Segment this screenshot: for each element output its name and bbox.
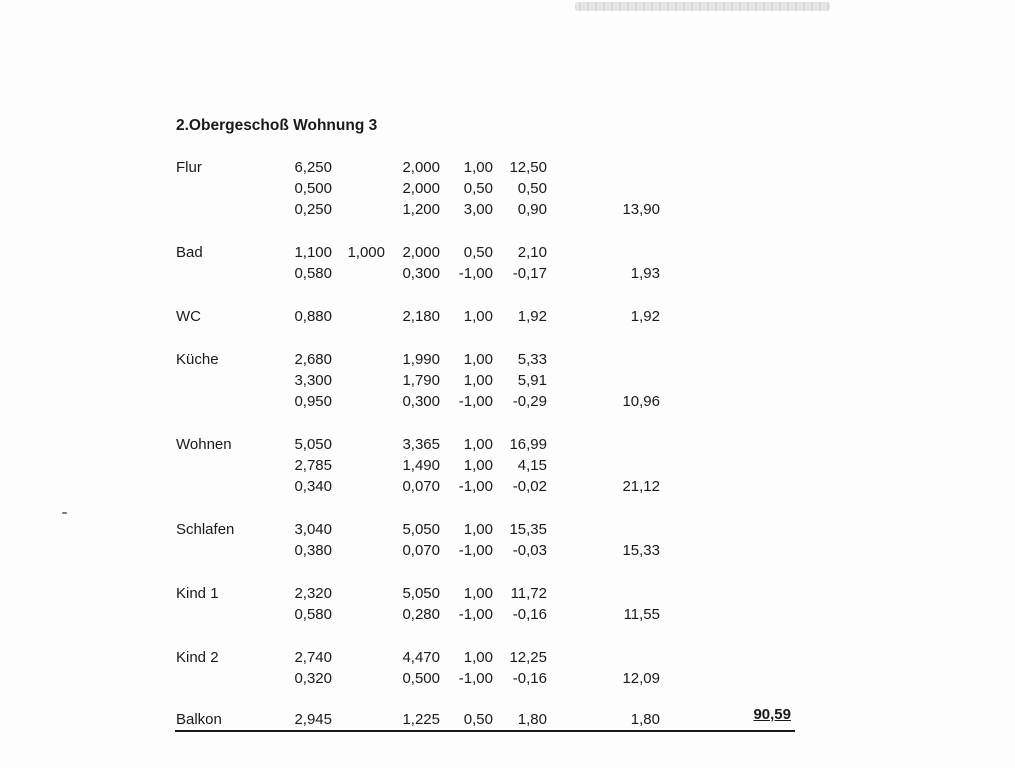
area-value: -0,16 <box>512 606 547 623</box>
factor-value: 1,00 <box>463 436 493 453</box>
room-label: Balkon <box>176 711 222 728</box>
area-value: 5,91 <box>517 372 547 389</box>
room-sum: 10,96 <box>622 393 660 410</box>
area-value: -0,29 <box>512 393 547 410</box>
grand-total: 90,59 <box>753 706 791 723</box>
factor-value: -1,00 <box>458 478 493 495</box>
area-value: 1,92 <box>517 308 547 325</box>
factor-value: 1,00 <box>463 159 493 176</box>
extra-value: 1,000 <box>347 244 385 261</box>
table-row <box>0 456 1015 476</box>
length-value: 0,320 <box>294 670 332 687</box>
width-value: 2,000 <box>402 180 440 197</box>
table-row <box>0 605 1015 625</box>
factor-value: 0,50 <box>463 180 493 197</box>
page-title: 2.Obergeschoß Wohnung 3 <box>176 117 378 134</box>
area-value: 4,15 <box>517 457 547 474</box>
length-value: 6,250 <box>294 159 332 176</box>
table-row <box>0 520 1015 540</box>
width-value: 0,070 <box>402 542 440 559</box>
length-value: 2,320 <box>294 585 332 602</box>
factor-value: 0,50 <box>463 711 493 728</box>
table-row <box>0 648 1015 668</box>
factor-value: 1,00 <box>463 457 493 474</box>
room-sum: 13,90 <box>622 201 660 218</box>
factor-value: 1,00 <box>463 521 493 538</box>
room-sum: 1,93 <box>630 265 660 282</box>
table-row <box>0 371 1015 391</box>
table-row <box>0 477 1015 497</box>
length-value: 2,740 <box>294 649 332 666</box>
factor-value: 1,00 <box>463 649 493 666</box>
length-value: 0,580 <box>294 606 332 623</box>
area-value: 1,80 <box>517 711 547 728</box>
area-value: -0,16 <box>512 670 547 687</box>
room-label: Kind 1 <box>176 585 219 602</box>
factor-value: 1,00 <box>463 372 493 389</box>
width-value: 1,490 <box>402 457 440 474</box>
length-value: 0,380 <box>294 542 332 559</box>
room-sum: 1,80 <box>630 711 660 728</box>
width-value: 4,470 <box>402 649 440 666</box>
width-value: 0,300 <box>402 265 440 282</box>
table-row <box>0 392 1015 412</box>
length-value: 2,785 <box>294 457 332 474</box>
area-value: 12,25 <box>509 649 547 666</box>
table-row <box>0 179 1015 199</box>
width-value: 1,225 <box>402 711 440 728</box>
width-value: 3,365 <box>402 436 440 453</box>
length-value: 1,100 <box>294 244 332 261</box>
width-value: 0,500 <box>402 670 440 687</box>
length-value: 0,500 <box>294 180 332 197</box>
table-row <box>0 158 1015 178</box>
length-value: 0,580 <box>294 265 332 282</box>
width-value: 5,050 <box>402 585 440 602</box>
factor-value: -1,00 <box>458 606 493 623</box>
room-label: Flur <box>176 159 202 176</box>
factor-value: -1,00 <box>458 670 493 687</box>
width-value: 1,790 <box>402 372 440 389</box>
room-sum: 21,12 <box>622 478 660 495</box>
room-label: Kind 2 <box>176 649 219 666</box>
room-sum: 11,55 <box>623 606 660 623</box>
width-value: 2,000 <box>402 244 440 261</box>
table-row <box>0 710 1015 730</box>
room-label: Schlafen <box>176 521 235 538</box>
room-sum: 15,33 <box>622 542 660 559</box>
factor-value: 1,00 <box>463 308 493 325</box>
area-value: 15,35 <box>509 521 547 538</box>
factor-value: -1,00 <box>458 393 493 410</box>
area-value: 16,99 <box>509 436 547 453</box>
length-value: 0,340 <box>294 478 332 495</box>
area-value: 0,50 <box>517 180 547 197</box>
table-row <box>0 435 1015 455</box>
width-value: 0,300 <box>402 393 440 410</box>
room-label: Bad <box>176 244 203 261</box>
factor-value: 3,00 <box>463 201 493 218</box>
factor-value: -1,00 <box>458 542 493 559</box>
room-label: Küche <box>176 351 219 368</box>
area-value: 0,90 <box>517 201 547 218</box>
table-row <box>0 541 1015 561</box>
bottom-rule <box>175 730 795 732</box>
width-value: 1,200 <box>402 201 440 218</box>
length-value: 2,680 <box>294 351 332 368</box>
length-value: 0,250 <box>294 201 332 218</box>
factor-value: 0,50 <box>463 244 493 261</box>
width-value: 2,000 <box>402 159 440 176</box>
room-label: Wohnen <box>176 436 232 453</box>
table-row <box>0 264 1015 284</box>
area-value: -0,17 <box>512 265 547 282</box>
length-value: 0,880 <box>294 308 332 325</box>
table-row <box>0 200 1015 220</box>
length-value: 3,040 <box>294 521 332 538</box>
factor-value: -1,00 <box>458 265 493 282</box>
width-value: 1,990 <box>402 351 440 368</box>
room-label: WC <box>176 308 201 325</box>
room-sum: 1,92 <box>630 308 660 325</box>
length-value: 0,950 <box>294 393 332 410</box>
area-value: -0,02 <box>512 478 547 495</box>
length-value: 5,050 <box>294 436 332 453</box>
table-row <box>0 669 1015 689</box>
area-value: -0,03 <box>512 542 547 559</box>
width-value: 5,050 <box>402 521 440 538</box>
factor-value: 1,00 <box>463 351 493 368</box>
table-row <box>0 350 1015 370</box>
factor-value: 1,00 <box>463 585 493 602</box>
table-row <box>0 243 1015 263</box>
area-value: 5,33 <box>517 351 547 368</box>
length-value: 2,945 <box>294 711 332 728</box>
width-value: 2,180 <box>402 308 440 325</box>
width-value: 0,280 <box>402 606 440 623</box>
area-value: 11,72 <box>510 585 547 602</box>
room-sum: 12,09 <box>622 670 660 687</box>
area-value: 12,50 <box>509 159 547 176</box>
table-row <box>0 307 1015 327</box>
width-value: 0,070 <box>402 478 440 495</box>
table-row <box>0 584 1015 604</box>
area-value: 2,10 <box>517 244 547 261</box>
length-value: 3,300 <box>294 372 332 389</box>
